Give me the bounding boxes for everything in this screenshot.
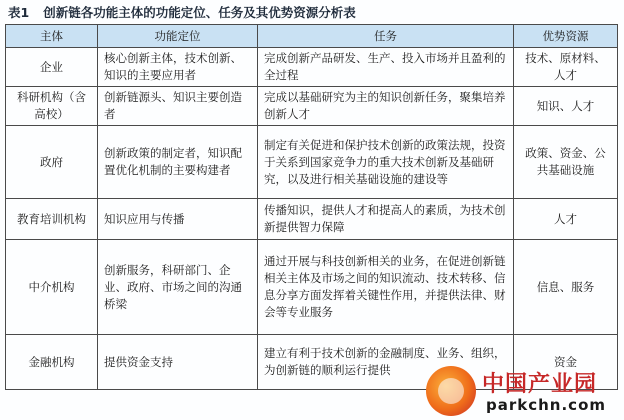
cell-task: 完成创新产品研发、生产、投入市场并且盈利的全过程	[258, 48, 514, 87]
table-caption: 创新链各功能主体的功能定位、任务及其优势资源分析表	[43, 5, 356, 20]
cell-subject: 企业	[6, 48, 98, 87]
cell-task: 完成以基础研究为主的知识创新任务，聚集培养创新人才	[258, 87, 514, 126]
watermark-logo	[426, 364, 622, 418]
header-position: 功能定位	[98, 25, 258, 48]
watermark-name: 中国产业园	[482, 372, 598, 397]
cell-subject: 政府	[6, 126, 98, 199]
cell-task: 建立有利于技术创新的金融制度、业务、组织，为创新链的顺利运行提供	[258, 335, 514, 390]
cell-resources: 技术、原材料、人才	[514, 48, 618, 87]
table-row	[6, 199, 618, 240]
table-header-row	[6, 25, 618, 48]
cell-subject: 教育培训机构	[6, 199, 98, 240]
cell-position: 创新服务，科研部门、企业、政府、市场之间的沟通桥梁	[98, 240, 258, 335]
cell-task: 传播知识，提供人才和提高人的素质，为技术创新提供智力保障	[258, 199, 514, 240]
cell-resources: 资金	[514, 335, 618, 390]
table-row	[6, 48, 618, 87]
logo-emblem-icon	[426, 366, 476, 416]
table-row	[6, 240, 618, 335]
cell-resources: 知识、人才	[514, 87, 618, 126]
table-row	[6, 126, 618, 199]
cell-subject: 科研机构（含高校）	[6, 87, 98, 126]
cell-position: 核心创新主体，技术创新、知识的主要应用者	[98, 48, 258, 87]
table-row	[6, 87, 618, 126]
cell-position: 创新链源头、知识主要创造者	[98, 87, 258, 126]
analysis-table	[5, 24, 618, 390]
cell-resources: 政策、资金、公共基础设施	[514, 126, 618, 199]
cell-resources: 信息、服务	[514, 240, 618, 335]
cell-task: 通过开展与科技创新相关的业务，在促进创新链相关主体及市场之间的知识流动、技术转移、信息分享方面发挥着关键性作用，并提供法律、财会等专业服务	[258, 240, 514, 335]
cell-position: 提供资金支持	[98, 335, 258, 390]
header-task: 任务	[258, 25, 514, 48]
cell-task: 制定有关促进和保护技术创新的政策法规，投资于关系到国家竞争力的重大技术创新及基础研究，以及进行相关基础设施的建设等	[258, 126, 514, 199]
cell-subject: 金融机构	[6, 335, 98, 390]
header-subject: 主体	[6, 25, 98, 48]
header-resources: 优势资源	[514, 25, 618, 48]
table-title	[8, 2, 356, 24]
watermark-url: parkchn.com	[486, 396, 607, 414]
cell-subject: 中介机构	[6, 240, 98, 335]
cell-position: 知识应用与传播	[98, 199, 258, 240]
cell-position: 创新政策的制定者，知识配置优化机制的主要构建者	[98, 126, 258, 199]
table-number: 表1	[8, 5, 30, 20]
cell-resources: 人才	[514, 199, 618, 240]
